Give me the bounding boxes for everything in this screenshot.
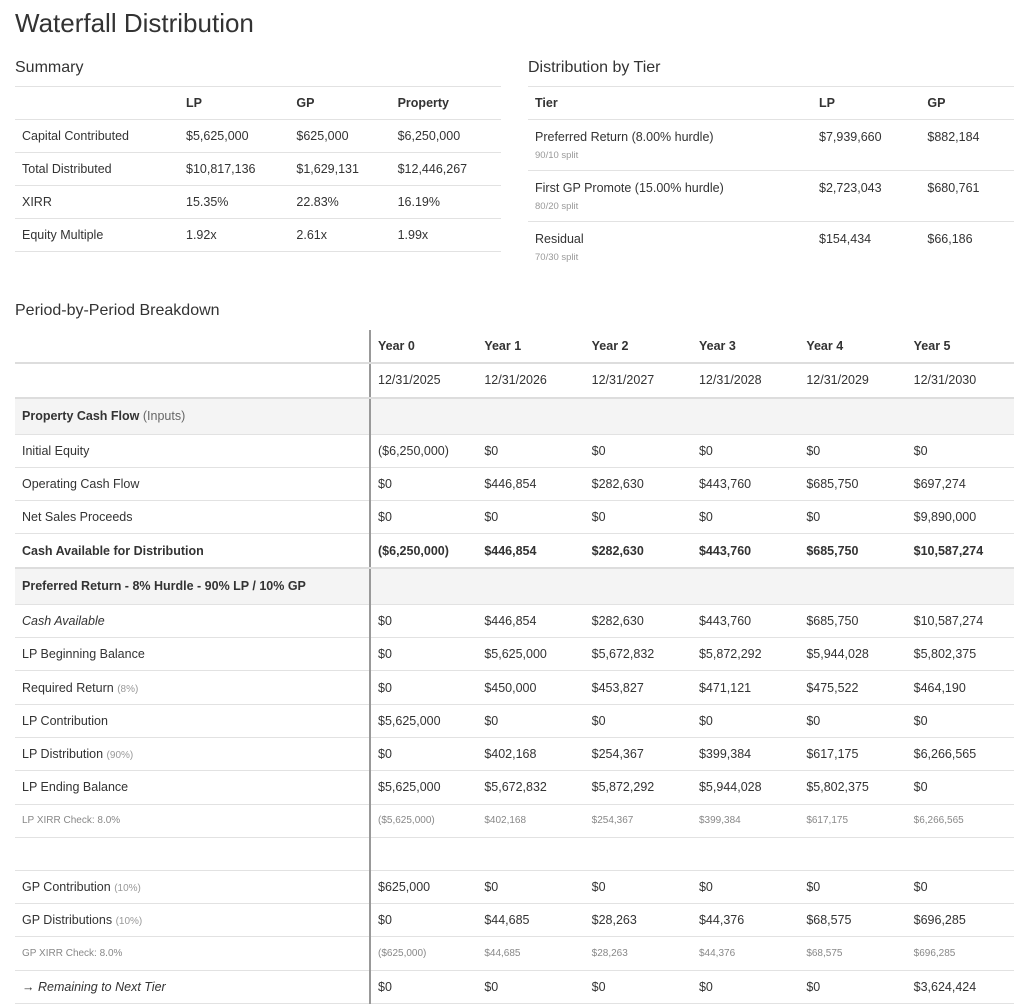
period-value: $9,890,000 (907, 501, 1014, 534)
summary-table (15, 86, 501, 252)
period-value: $0 (477, 501, 584, 534)
tier-table (528, 86, 1014, 273)
summary-value: 15.35% (179, 186, 289, 219)
period-value: $0 (799, 501, 906, 534)
period-value: $446,854 (477, 467, 584, 500)
period-value: $0 (477, 870, 584, 903)
period-value: $5,944,028 (799, 638, 906, 671)
tier-lp-value: $154,434 (819, 232, 872, 246)
period-value: $0 (477, 970, 584, 1003)
tier-row (528, 120, 1014, 171)
summary-value: 2.61x (289, 219, 390, 252)
period-value (585, 837, 692, 870)
row-label-text: Cash Available (22, 613, 105, 628)
summary-value: $5,625,000 (179, 120, 289, 153)
tier-gp-value: $680,761 (920, 171, 1014, 222)
period-value: $0 (370, 737, 477, 770)
row-label (15, 904, 370, 937)
period-value (370, 837, 477, 870)
period-table (15, 330, 1014, 1004)
row-label-text: LP Beginning Balance (22, 647, 145, 662)
period-value: $0 (370, 970, 477, 1003)
period-value: $685,750 (799, 467, 906, 500)
period-value: $5,672,832 (477, 771, 584, 804)
tier-name: First GP Promote (15.00% hurdle) (535, 181, 724, 195)
summary-value: $12,446,267 (391, 153, 501, 186)
table-row (15, 837, 1014, 870)
period-value: $685,750 (799, 534, 906, 568)
tier-name-cell (528, 171, 812, 222)
period-value: $0 (370, 904, 477, 937)
period-value: $5,944,028 (692, 771, 799, 804)
period-value: $0 (907, 771, 1014, 804)
table-row (15, 671, 1014, 704)
summary-value: 1.92x (179, 219, 289, 252)
row-label (15, 434, 370, 467)
row-label-text: GP XIRR Check: 8.0% (22, 948, 123, 960)
period-value: $68,575 (799, 937, 906, 970)
row-label (15, 671, 370, 704)
period-value: $282,630 (585, 534, 692, 568)
row-label-note: (Inputs) (142, 409, 186, 424)
period-value: $443,760 (692, 467, 799, 500)
period-date-row (15, 363, 1014, 397)
table-row (15, 737, 1014, 770)
period-value: $697,274 (907, 467, 1014, 500)
table-row (15, 970, 1014, 1003)
table-row (15, 704, 1014, 737)
period-value: $0 (799, 870, 906, 903)
row-label-note: (10%) (115, 916, 143, 928)
summary-header-row (15, 87, 501, 120)
row-label (15, 534, 370, 568)
period-value: $0 (370, 501, 477, 534)
row-label-text: Cash Available for Distribution (22, 543, 204, 558)
year-header: Year 1 (477, 330, 584, 363)
summary-heading: Summary (15, 59, 84, 76)
tier-heading: Distribution by Tier (528, 59, 661, 76)
period-value: $446,854 (477, 604, 584, 637)
period-value: $0 (799, 970, 906, 1003)
period-value: $10,587,274 (907, 534, 1014, 568)
table-row (15, 604, 1014, 637)
summary-column-header (15, 87, 179, 120)
period-value: $685,750 (799, 604, 906, 637)
summary-value: $10,817,136 (179, 153, 289, 186)
period-date: 12/31/2028 (692, 363, 799, 397)
period-value: $3,624,424 (907, 970, 1014, 1003)
tier-header-row (528, 87, 1014, 120)
period-value: $0 (692, 704, 799, 737)
row-label-text: Initial Equity (22, 443, 90, 458)
period-value: $0 (370, 604, 477, 637)
period-value: $0 (477, 704, 584, 737)
tier-name: Preferred Return (8.00% hurdle) (535, 130, 714, 144)
period-value: $450,000 (477, 671, 584, 704)
row-label (15, 704, 370, 737)
row-label (15, 501, 370, 534)
period-value: ($6,250,000) (370, 534, 477, 568)
period-header-row (15, 330, 1014, 363)
period-value: $0 (692, 434, 799, 467)
table-row (15, 434, 1014, 467)
period-value: $5,625,000 (370, 771, 477, 804)
period-value: $0 (585, 501, 692, 534)
tier-split: 80/20 split (535, 201, 579, 212)
period-date: 12/31/2025 (370, 363, 477, 397)
period-value: $453,827 (585, 671, 692, 704)
summary-value: $1,629,131 (289, 153, 390, 186)
summary-label: XIRR (15, 186, 179, 219)
row-label-text: Net Sales Proceeds (22, 510, 133, 525)
tier-row (528, 171, 1014, 222)
period-value: $0 (799, 704, 906, 737)
year-header: Year 0 (370, 330, 477, 363)
period-value: $0 (477, 434, 584, 467)
summary-value: $625,000 (289, 120, 390, 153)
row-label (15, 937, 370, 970)
period-value: $0 (692, 501, 799, 534)
table-row (15, 870, 1014, 903)
period-value (692, 837, 799, 870)
row-label-note: (90%) (106, 750, 134, 762)
section-fill (370, 568, 1014, 605)
tier-split: 90/10 split (535, 150, 579, 161)
period-value: ($6,250,000) (370, 434, 477, 467)
row-label-text: Property Cash Flow (22, 409, 140, 424)
summary-value: 22.83% (289, 186, 390, 219)
period-value: $471,121 (692, 671, 799, 704)
period-value: $44,685 (477, 937, 584, 970)
period-value: $696,285 (907, 937, 1014, 970)
period-value: $0 (585, 970, 692, 1003)
table-row (15, 534, 1014, 568)
section-row (15, 398, 1014, 435)
row-label-text: GP Distributions (22, 913, 113, 928)
tier-row (528, 222, 1014, 273)
row-label (15, 568, 370, 605)
period-value (907, 837, 1014, 870)
section-row (15, 568, 1014, 605)
row-label-note: (10%) (114, 883, 141, 894)
year-header: Year 4 (799, 330, 906, 363)
period-value: $254,367 (585, 737, 692, 770)
table-row (15, 771, 1014, 804)
period-value: $5,802,375 (907, 638, 1014, 671)
period-value: ($5,625,000) (370, 804, 477, 837)
period-date: 12/31/2030 (907, 363, 1014, 397)
row-label (15, 467, 370, 500)
period-value: $443,760 (692, 604, 799, 637)
tier-column-header: LP (812, 87, 920, 120)
period-heading: Period-by-Period Breakdown (15, 302, 220, 319)
tier-split: 70/30 split (535, 252, 579, 263)
row-label (15, 804, 370, 837)
period-value: $475,522 (799, 671, 906, 704)
summary-row (15, 219, 501, 252)
period-value: $282,630 (585, 467, 692, 500)
period-date: 12/31/2029 (799, 363, 906, 397)
row-label (15, 604, 370, 637)
period-value: $0 (585, 434, 692, 467)
period-value: $5,625,000 (370, 704, 477, 737)
period-date: 12/31/2027 (585, 363, 692, 397)
summary-label: Total Distributed (15, 153, 179, 186)
period-value: $0 (907, 434, 1014, 467)
section-fill (370, 398, 1014, 435)
period-date: 12/31/2026 (477, 363, 584, 397)
period-value: $443,760 (692, 534, 799, 568)
row-label-note: (8%) (117, 683, 139, 695)
table-row (15, 804, 1014, 837)
period-value: $0 (692, 970, 799, 1003)
tier-gp-value: $882,184 (920, 120, 1014, 171)
summary-value: 16.19% (391, 186, 501, 219)
period-value: $0 (692, 870, 799, 903)
period-value: $6,266,565 (907, 737, 1014, 770)
period-value (477, 837, 584, 870)
period-value: $464,190 (907, 671, 1014, 704)
table-row (15, 937, 1014, 970)
summary-row (15, 186, 501, 219)
period-value: ($625,000) (370, 937, 477, 970)
period-value: $5,625,000 (477, 638, 584, 671)
period-value: $44,376 (692, 904, 799, 937)
summary-label: Equity Multiple (15, 219, 179, 252)
row-label-text: Required Return (22, 680, 114, 695)
row-label (15, 771, 370, 804)
year-header: Year 5 (907, 330, 1014, 363)
period-value: $0 (907, 870, 1014, 903)
period-value: $0 (370, 467, 477, 500)
table-row (15, 501, 1014, 534)
period-value: $6,266,565 (907, 804, 1014, 837)
period-value: $5,802,375 (799, 771, 906, 804)
tier-lp-value: $7,939,660 (812, 120, 920, 171)
period-value: $5,672,832 (585, 638, 692, 671)
row-label (15, 638, 370, 671)
period-value: $0 (799, 434, 906, 467)
period-value: $0 (907, 704, 1014, 737)
tier-name: Residual (535, 232, 584, 246)
tier-name-cell (528, 120, 812, 171)
period-value: $68,575 (799, 904, 906, 937)
period-value: $44,376 (692, 937, 799, 970)
summary-column-header: Property (391, 87, 501, 120)
period-value: $10,587,274 (907, 604, 1014, 637)
period-value: $28,263 (585, 904, 692, 937)
period-value: $28,263 (585, 937, 692, 970)
period-value: $446,854 (477, 534, 584, 568)
row-label-text: LP Contribution (22, 713, 108, 728)
row-label-text: → Remaining to Next Tier (22, 979, 166, 994)
period-value: $0 (370, 638, 477, 671)
tier-column-header: Tier (528, 87, 812, 120)
period-value: $399,384 (692, 804, 799, 837)
corner-cell (15, 363, 370, 397)
table-row (15, 638, 1014, 671)
summary-column-header: GP (289, 87, 390, 120)
period-value (799, 837, 906, 870)
summary-value: 1.99x (391, 219, 501, 252)
table-row (15, 904, 1014, 937)
row-label-text: Preferred Return - 8% Hurdle - 90% LP / 10% GP (22, 579, 306, 594)
period-value: $625,000 (370, 870, 477, 903)
period-value: $617,175 (799, 804, 906, 837)
tier-lp-value: $2,723,043 (812, 171, 920, 222)
row-label (15, 398, 370, 435)
summary-row (15, 153, 501, 186)
row-label (15, 737, 370, 770)
year-header: Year 3 (692, 330, 799, 363)
tier-gp-value: $66,186 (927, 232, 973, 246)
row-label (15, 870, 370, 903)
tier-name-cell (528, 222, 812, 273)
period-value: $402,168 (477, 737, 584, 770)
year-header: Year 2 (585, 330, 692, 363)
row-label-text: LP Ending Balance (22, 780, 129, 795)
period-value: $0 (585, 870, 692, 903)
summary-value: $6,250,000 (391, 120, 501, 153)
row-label-text: LP Distribution (22, 747, 104, 762)
corner-cell (15, 330, 370, 363)
table-row (15, 467, 1014, 500)
period-value: $5,872,292 (692, 638, 799, 671)
period-value: $282,630 (585, 604, 692, 637)
row-label-text: Operating Cash Flow (22, 477, 140, 492)
period-value: $254,367 (585, 804, 692, 837)
row-label (15, 837, 370, 870)
summary-column-header: LP (179, 87, 289, 120)
tier-column-header: GP (920, 87, 1014, 120)
period-value: $44,685 (477, 904, 584, 937)
row-label (15, 970, 370, 1003)
summary-row (15, 120, 501, 153)
row-label-text: LP XIRR Check: 8.0% (22, 815, 121, 827)
summary-label: Capital Contributed (15, 120, 179, 153)
period-value: $0 (370, 671, 477, 704)
period-value: $5,872,292 (585, 771, 692, 804)
row-label-text: GP Contribution (22, 880, 111, 894)
period-value: $696,285 (907, 904, 1014, 937)
period-value: $402,168 (477, 804, 584, 837)
period-value: $0 (585, 704, 692, 737)
period-value: $399,384 (692, 737, 799, 770)
page-title: Waterfall Distribution (15, 8, 254, 38)
period-value: $617,175 (799, 737, 906, 770)
